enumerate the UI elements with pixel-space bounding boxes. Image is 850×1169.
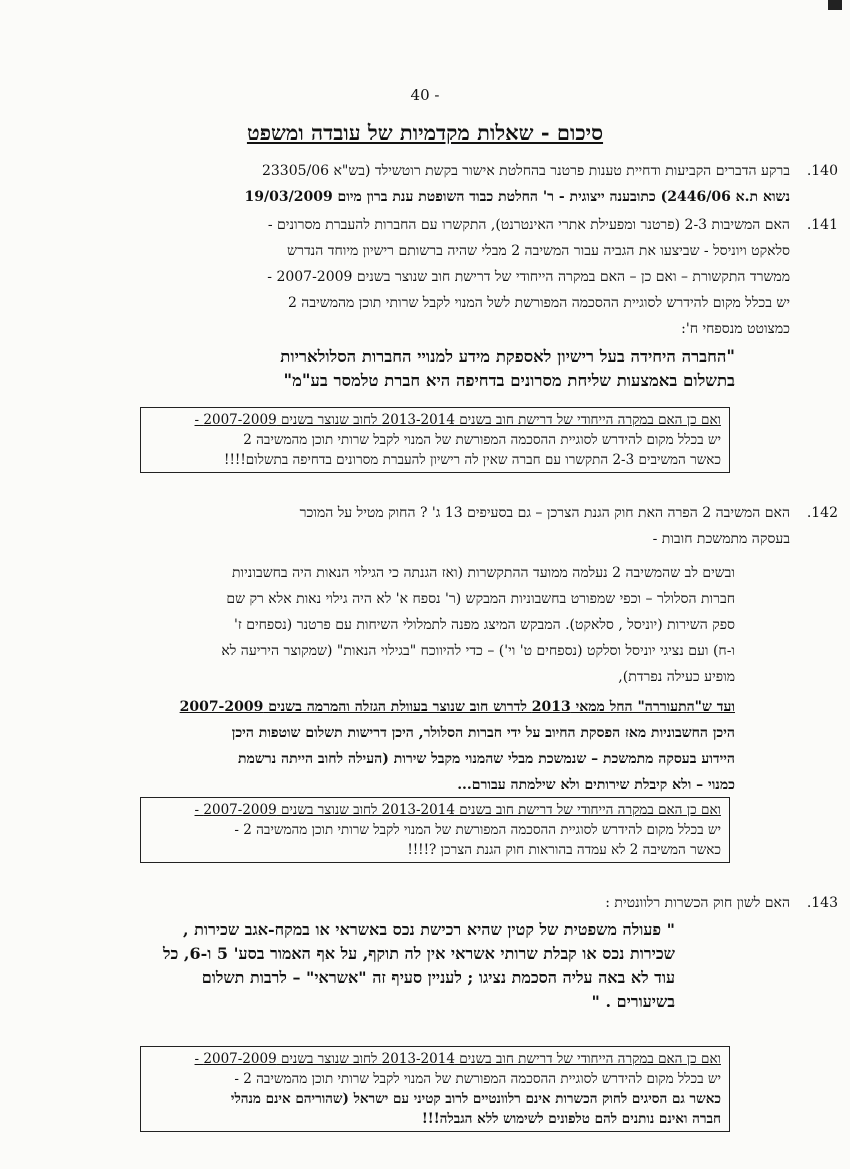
box-line: יש בכלל מקום להידרש לסוגיית ההסכמה המפורשת של המנוי לקבל שרותי תוכן מהמשיבה 2: [243, 432, 721, 448]
box-line: ואם כן האם במקרה הייחודי של דרישת חוב בשנים 2013-2014 לחוב שנוצר בשנים 2007-2009 -: [194, 412, 721, 428]
section-number: .142: [806, 505, 838, 521]
text-line: כמצוטט מנספחי ח':: [681, 321, 790, 337]
quote-line: שכירות נכס או קבלת שרותי אשראי אין לה תוקף, על אף האמור בסע' 5 ו-6, כל: [163, 944, 675, 963]
section-142-paragraph: [130, 560, 735, 690]
text-line: ובשים לב שהמשיבה 2 נעלמה ממועד ההתקשרות (ואז הגנתה כי הגילוי הנאות היה בחשבוניות: [232, 565, 735, 581]
license-quote: [130, 345, 735, 393]
quote-line: בשיעורים . ": [591, 992, 675, 1011]
capacity-law-quote: [130, 918, 675, 1014]
section-140: [130, 158, 838, 210]
text-line: סלאקט ויוניסל - שביצעו את הגביה עבור המשיבה 2 מבלי שהיה ברשותם רישיון מיוחד הנדרש: [287, 243, 790, 259]
box-line: חברה ואינם נותנים להם טלפונים לשימוש ללא הגבלה!!!: [421, 1111, 721, 1127]
box-line: יש בכלל מקום להידרש לסוגיית ההסכמה המפורשת של המנוי לקבל שרותי תוכן מהמשיבה 2 -: [234, 1071, 721, 1087]
text-line: חברות הסלולר – וכפי שמפורט בחשבוניות המבקש (ר' נספח א' לא היה גילוי נאות אלא רק שם: [226, 591, 735, 607]
quote-line: "החברה היחידה בעל רישיון לאספקת מידע למנויי החברות הסלולאריות: [280, 347, 735, 366]
section-141: [130, 212, 838, 342]
section-number: .141: [806, 217, 838, 233]
section-number: .140: [806, 163, 838, 179]
summary-box-141: [140, 407, 730, 473]
text-line: ועד ש"התעוררה" החל ממאי 2013 לדרוש חוב שנוצר בעוולת הגזלה והמרמה בשנים 2007-2009: [179, 699, 735, 715]
box-line: כאשר גם הסיגים לחוק הכשרות אינם רלוונטיים לרוב קטיני עם ישראל (שהוריהם אינם מנהלי: [230, 1091, 721, 1107]
text-line: האם המשיבה 2 הפרה האת חוק הגנת הצרכן – גם בסעיפים 13 ג' ? החוק מטיל על המוכר: [299, 505, 790, 521]
box-line: כאשר המשיבה 2 לא עמדה בהוראות חוק הגנת הצרכן ?!!!!: [407, 842, 721, 858]
page-title: סיכום - שאלות מקדמיות של עובדה ומשפט: [246, 120, 604, 145]
text-line: מופיע כעילה נפרדת),: [618, 669, 735, 685]
text-line: בעסקה מתמשכת חובות -: [652, 531, 790, 547]
quote-line: " פעולה משפטית של קטין שהיא רכישת נכס באשראי או במקח-אגב שכירות ,: [182, 920, 675, 939]
text-line: יש בכלל מקום להידרש לסוגיית ההסכמה המפורשת לשל המנוי לקבל שרותי תוכן מהמשיבה 2: [287, 295, 790, 311]
section-143: [130, 890, 838, 916]
text-line: נשוא ת.א 2446/06) כתובענה ייצוגית - ר' החלטת כבוד השופטת ענת ברון מיום 19/03/2009: [244, 189, 790, 205]
box-line: כאשר המשיבים 2-3 התקשרו עם חברה שאין לה רישיון להעברת מסרונים בדחיפה בתשלום!!!!: [224, 452, 721, 468]
summary-box-142: [140, 797, 730, 863]
text-line: האם לשון חוק הכשרות רלוונטית :: [605, 895, 790, 911]
text-line: היידוע בעסקה מתמשכת – שנמשכת מבלי שהמנוי מקבל שירות (העילה לחוב הייתה נרשמת: [238, 751, 735, 767]
quote-line: בתשלום באמצעות שליחת מסרונים בדחיפה היא חברת טלמסר בע"מ": [283, 371, 735, 390]
section-142-paragraph-2: [130, 694, 735, 798]
quote-line: עוד לא באה עליה הסכמת נציגו ; לעניין סעיף זה "אשראי" – לרבות תשלום: [201, 968, 675, 987]
scan-mark: [828, 0, 842, 10]
box-line: ואם כן האם במקרה הייחודי של דרישת חוב בשנים 2013-2014 לחוב שנוצר בשנים 2007-2009 -: [194, 802, 721, 818]
text-line: ברקע הדברים הקביעות ודחיית טענות פרטנר בהחלטת אישור בקשת רוטשילד (בש"א 23305/06: [261, 163, 790, 179]
text-line: האם המשיבות 2-3 (פרטנר ומפעילת אתרי האינטרנט), התקשרו עם החברות להעברת מסרונים -: [267, 217, 790, 233]
text-line: ממשרד התקשורת – ואם כן – האם במקרה הייחודי של דרישת חוב שנוצר בשנים 2007-2009 -: [267, 269, 790, 285]
text-line: כמנוי – ולא קיבלת שירותים ולא שילמתה עבורם...: [457, 777, 735, 793]
text-line: היכן החשבוניות מאז הפסקת החיוב על ידי חברות הסלולר, היכן דרישות תשלום שוטפות היכן: [231, 725, 735, 741]
box-line: יש בכלל מקום להידרש לסוגיית ההסכמה המפורשת של המנוי לקבל שרותי תוכן מהמשיבה 2 -: [234, 822, 721, 838]
box-line: ואם כן האם במקרה הייחודי של דרישת חוב בשנים 2013-2014 לחוב שנוצר בשנים 2007-2009 -: [194, 1051, 721, 1067]
text-line: ו-ח) ועם נציגי יוניסל וסלקט (נספחים ט' וי') – כדי להיווכח "בגילוי הנאות" (שמקוצר היריעה לא: [221, 643, 735, 659]
section-number: .143: [806, 895, 838, 911]
section-142: [130, 500, 838, 552]
text-line: ספק השירות (יוניסל , סלאקט). המבקש המיצג מפנה לתמלולי השיחות עם פרטנר (נספחים ז': [234, 617, 735, 633]
summary-box-143: [140, 1046, 730, 1132]
page-number: 40 -: [410, 86, 440, 104]
